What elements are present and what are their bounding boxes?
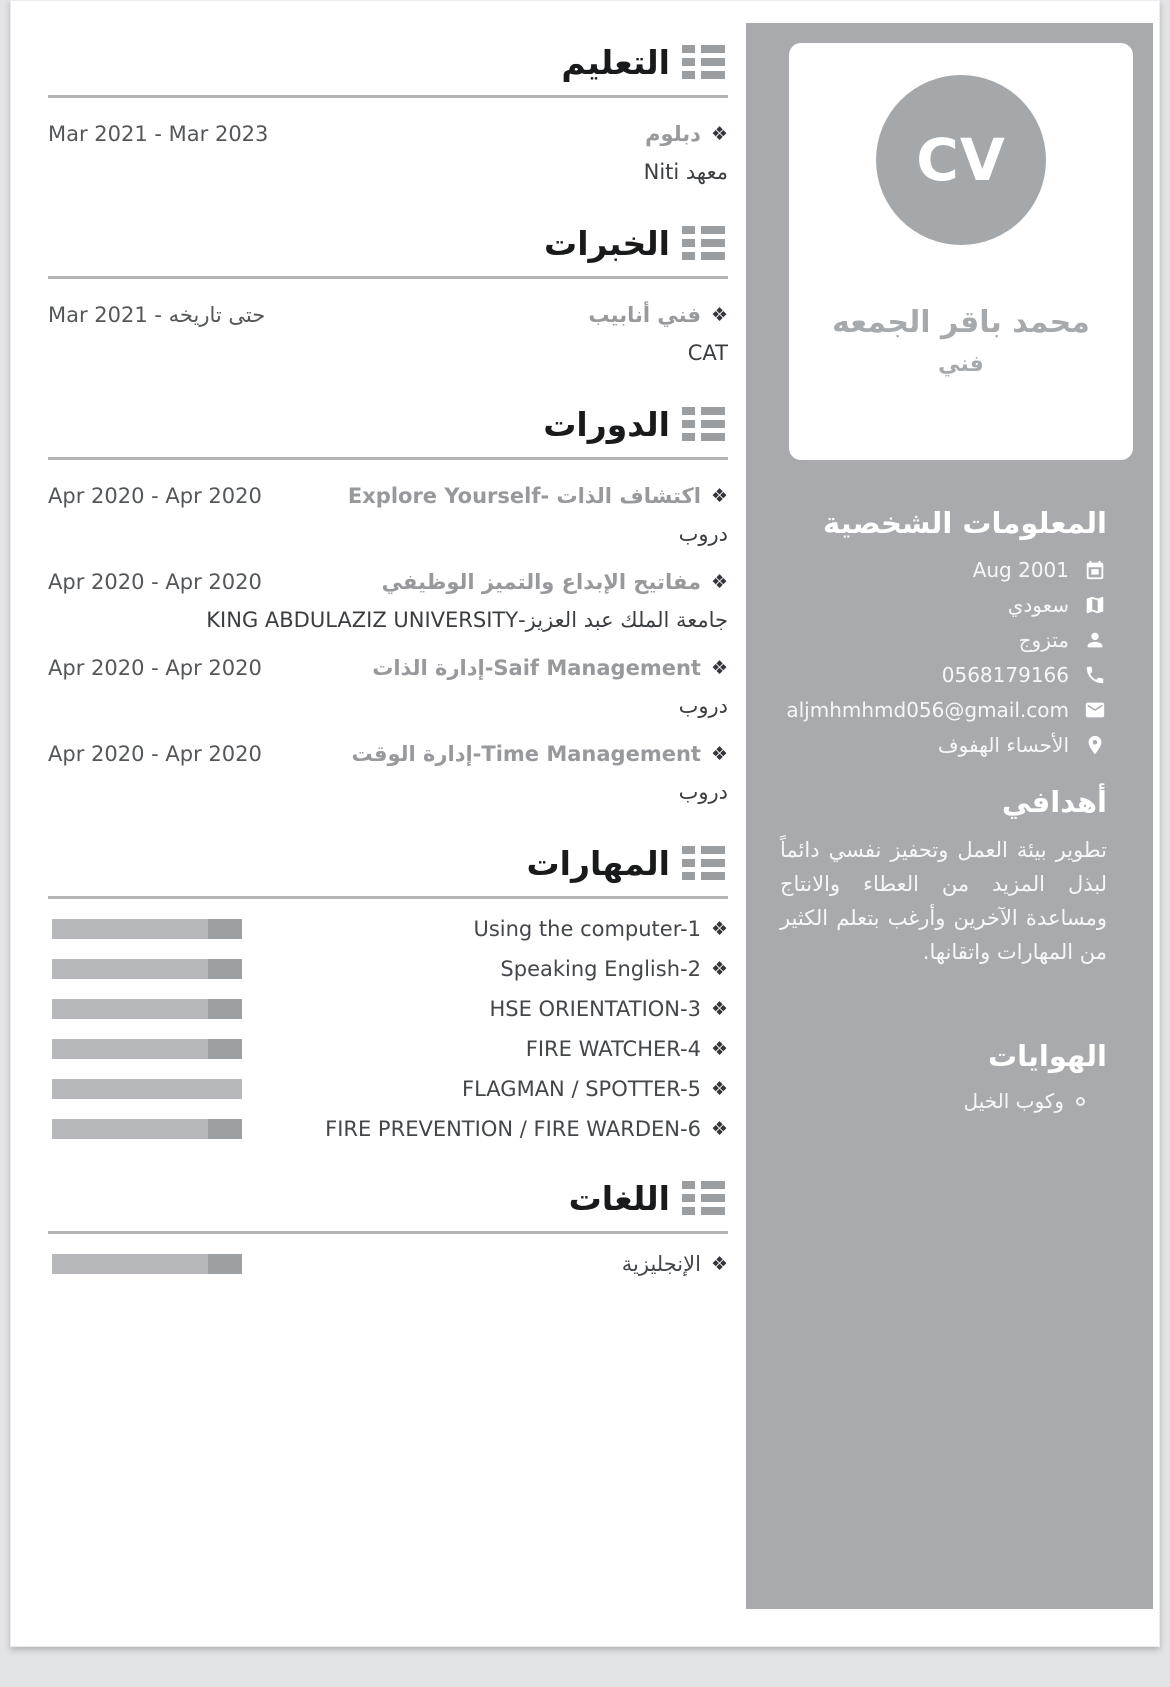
section-divider xyxy=(48,276,728,279)
language-label: الإنجليزية xyxy=(621,1252,701,1276)
course-entry xyxy=(48,656,728,680)
entry-date: Mar 2021 - حتى تاريخه xyxy=(48,303,266,327)
info-value: سعودي xyxy=(1007,593,1069,617)
section-languages-header xyxy=(48,1175,728,1221)
language-list xyxy=(48,1254,728,1274)
list-icon xyxy=(682,226,728,260)
info-row-location xyxy=(780,733,1107,757)
section-divider xyxy=(48,457,728,460)
diamond-bullet-icon: ❖ xyxy=(710,484,728,507)
info-row-phone xyxy=(780,663,1107,687)
info-row-email xyxy=(780,698,1107,722)
profile-card xyxy=(789,43,1133,460)
entry-title: دبلوم xyxy=(645,122,701,146)
entry-organization: جامعة الملك عبد العزيز-KING ABDULAZIZ UNIVERSITY xyxy=(206,608,728,632)
profile-job-title: فني xyxy=(938,352,984,377)
section-education xyxy=(48,39,728,184)
section-education-header xyxy=(48,39,728,85)
personal-info-heading: المعلومات الشخصية xyxy=(823,506,1107,540)
skill-row xyxy=(48,1039,728,1059)
skill-level-bar xyxy=(52,1119,242,1139)
entry-date: Apr 2020 - Apr 2020 xyxy=(48,742,262,766)
skill-label: HSE ORIENTATION-3 xyxy=(489,997,701,1021)
education-entry xyxy=(48,122,728,146)
list-icon xyxy=(682,407,728,441)
skill-level-bar xyxy=(52,959,242,979)
section-divider xyxy=(48,95,728,98)
avatar xyxy=(876,75,1046,245)
section-title: الخبرات xyxy=(544,223,670,263)
section-title: الدورات xyxy=(543,404,670,444)
section-courses-header xyxy=(48,401,728,447)
personal-info-list xyxy=(780,558,1107,757)
diamond-bullet-icon: ❖ xyxy=(710,1252,728,1275)
section-experience-header xyxy=(48,220,728,266)
info-value: Aug 2001 xyxy=(972,558,1069,582)
entry-date: Apr 2020 - Apr 2020 xyxy=(48,570,262,594)
course-entry xyxy=(48,484,728,508)
entry-organization: دروب xyxy=(678,522,728,546)
list-icon xyxy=(682,846,728,880)
diamond-bullet-icon: ❖ xyxy=(710,997,728,1020)
info-row-marital-status xyxy=(780,628,1107,652)
sidebar xyxy=(746,23,1153,1609)
entry-title: مفاتيح الإبداع والتميز الوظيفي xyxy=(381,570,701,594)
diamond-bullet-icon: ❖ xyxy=(710,656,728,679)
section-skills-header xyxy=(48,840,728,886)
email-icon xyxy=(1083,698,1107,722)
skill-label: Using the computer-1 xyxy=(473,917,701,941)
entry-organization: معهد Niti xyxy=(643,160,728,184)
info-value: 0568179166 xyxy=(941,663,1069,687)
info-value: متزوج xyxy=(1018,628,1069,652)
skill-row xyxy=(48,1079,728,1099)
section-title: المهارات xyxy=(526,843,670,883)
calendar-icon xyxy=(1083,558,1107,582)
skill-row xyxy=(48,999,728,1019)
skill-list xyxy=(48,919,728,1139)
section-languages xyxy=(48,1175,728,1274)
diamond-bullet-icon: ❖ xyxy=(710,1077,728,1100)
circle-bullet-icon xyxy=(1076,1097,1085,1106)
hobbies-heading: الهوايات xyxy=(987,1039,1107,1073)
section-courses xyxy=(48,401,728,804)
avatar-initials: CV xyxy=(916,126,1006,194)
section-title: التعليم xyxy=(561,42,670,82)
skill-level-bar xyxy=(52,1039,242,1059)
language-level-bar xyxy=(52,1254,242,1274)
info-value: aljmhmhmd056@gmail.com xyxy=(786,698,1069,722)
skill-level-bar xyxy=(52,919,242,939)
hobby-label: وكوب الخيل xyxy=(963,1089,1064,1113)
section-skills xyxy=(48,840,728,1139)
skill-label: FIRE PREVENTION / FIRE WARDEN-6 xyxy=(325,1117,701,1141)
entry-title: فني أنابيب xyxy=(588,303,701,327)
entry-date: Mar 2021 - Mar 2023 xyxy=(48,122,269,146)
objectives-heading: أهدافي xyxy=(1001,785,1107,819)
skill-level-bar xyxy=(52,999,242,1019)
skill-row xyxy=(48,959,728,979)
skill-label: FLAGMAN / SPOTTER-5 xyxy=(462,1077,701,1101)
diamond-bullet-icon: ❖ xyxy=(710,742,728,765)
main-column xyxy=(48,39,728,1310)
entry-organization: CAT xyxy=(687,341,728,365)
location-icon xyxy=(1083,733,1107,757)
cv-page xyxy=(10,0,1160,1647)
diamond-bullet-icon: ❖ xyxy=(710,1117,728,1140)
section-title: اللغات xyxy=(568,1178,670,1218)
list-icon xyxy=(682,45,728,79)
section-divider xyxy=(48,896,728,899)
hobby-item xyxy=(780,1089,1107,1113)
entry-organization: دروب xyxy=(678,694,728,718)
diamond-bullet-icon: ❖ xyxy=(710,303,728,326)
profile-name: محمد باقر الجمعه xyxy=(832,305,1090,340)
course-entry xyxy=(48,570,728,594)
entry-title: Saif Management-إدارة الذات xyxy=(372,656,701,680)
info-value: الأحساء الهفوف xyxy=(937,733,1069,757)
entry-organization: دروب xyxy=(678,780,728,804)
diamond-bullet-icon: ❖ xyxy=(710,957,728,980)
objectives-text: تطوير بيئة العمل وتحفيز نفسي دائماً لبذل المزيد من العطاء والانتاج ومساعدة الآخرين وأرغب بتعلم الكثير من المهارات واتقانها. xyxy=(780,838,1107,964)
skill-row xyxy=(48,919,728,939)
entry-title: Time Management-إدارة الوقت xyxy=(351,742,701,766)
experience-entry xyxy=(48,303,728,327)
entry-date: Apr 2020 - Apr 2020 xyxy=(48,656,262,680)
section-experience xyxy=(48,220,728,365)
skill-row xyxy=(48,1119,728,1139)
skill-label: Speaking English-2 xyxy=(500,957,701,981)
entry-date: Apr 2020 - Apr 2020 xyxy=(48,484,262,508)
diamond-bullet-icon: ❖ xyxy=(710,570,728,593)
entry-title: اكتشاف الذات -Explore Yourself xyxy=(347,484,701,508)
section-divider xyxy=(48,1231,728,1234)
phone-icon xyxy=(1083,663,1107,687)
info-row-birthdate xyxy=(780,558,1107,582)
language-row xyxy=(48,1254,728,1274)
diamond-bullet-icon: ❖ xyxy=(710,122,728,145)
map-icon xyxy=(1083,593,1107,617)
skill-level-bar xyxy=(52,1079,242,1099)
diamond-bullet-icon: ❖ xyxy=(710,1037,728,1060)
list-icon xyxy=(682,1181,728,1215)
sidebar-content xyxy=(746,478,1153,1113)
diamond-bullet-icon: ❖ xyxy=(710,917,728,940)
skill-label: FIRE WATCHER-4 xyxy=(525,1037,701,1061)
person-icon xyxy=(1083,628,1107,652)
course-entry xyxy=(48,742,728,766)
info-row-nationality xyxy=(780,593,1107,617)
